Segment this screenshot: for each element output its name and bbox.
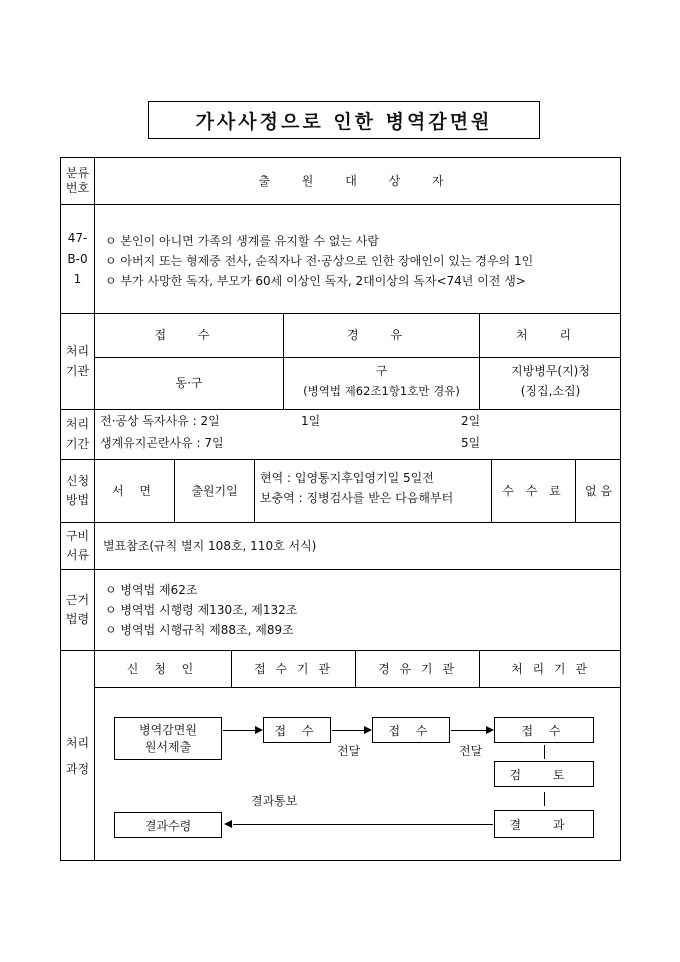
law-item: ㅇ 병역법 시행규칙 제88조, 제89조	[105, 623, 294, 637]
result-box: 결 과	[494, 810, 594, 838]
agency-via-value: 구	[375, 363, 388, 378]
law-item: ㅇ 병역법 제62조	[105, 583, 198, 597]
agency-process-value: 지방병무(지)청	[511, 363, 590, 378]
code-label: 분류 번호	[65, 166, 90, 195]
form-table	[60, 157, 621, 861]
agency-process-header: 처 리	[516, 328, 585, 342]
page-title: 가사사정으로 인한 병역감면원	[148, 101, 540, 139]
agency-via-note: (병역법 제62조1항1호만 경유)	[303, 383, 460, 398]
process-header-handler: 처 리 기 관	[511, 661, 590, 676]
row-divider	[61, 569, 621, 570]
process-label: 처리 과정	[65, 735, 90, 776]
method-date-active: 현역 : 입영통지후입영기일 5일전	[260, 471, 434, 485]
process-header-via: 경 유 기 관	[378, 661, 457, 676]
flow-arrow-head-icon	[486, 726, 494, 734]
receive-box-1: 접 수	[263, 717, 331, 743]
review-box: 검 토	[494, 761, 594, 787]
fee-label: 수 수 료	[502, 483, 565, 498]
result-receipt-box: 결과수령	[114, 812, 222, 838]
flow-arrow-head-icon	[255, 726, 263, 734]
documents-label: 구비 서류	[65, 528, 90, 562]
flow-arrow-head-icon	[224, 820, 232, 828]
target-item: ㅇ 본인이 아니면 가족의 생계를 유지할 수 없는 사람	[105, 234, 379, 248]
law-item: ㅇ 병역법 시행령 제130조, 제132조	[105, 603, 298, 617]
period-row1-label: 전·공상 독자사유 : 2일	[100, 414, 220, 428]
flow-arrow-line	[233, 824, 493, 825]
row-divider	[94, 687, 621, 688]
period-row2-right: 5일	[461, 436, 481, 450]
target-label: 출 원 대 상 자	[258, 173, 458, 188]
period-row2-label: 생계유지곤란사유 : 7일	[100, 436, 224, 450]
period-label: 처리 기간	[65, 417, 90, 451]
flow-connector	[544, 745, 545, 759]
target-code: 47- B-0 1	[67, 231, 88, 287]
period-row1-mid: 1일	[301, 414, 321, 428]
receive-box-2: 접 수	[372, 717, 450, 743]
method-label: 신청 방법	[65, 473, 90, 507]
agency-process-note: (징집,소집)	[520, 383, 581, 398]
process-header-receive: 접 수 기 관	[254, 661, 333, 676]
process-header-applicant: 신 청 인	[126, 661, 200, 676]
flow-arrow-line	[223, 730, 255, 731]
agency-receive-value: 동·구	[175, 376, 203, 390]
method-date-reserve: 보충역 : 징병검사를 받은 다음해부터	[260, 491, 454, 505]
fee-value: 없 음	[585, 483, 612, 498]
transfer-label-2: 전달	[459, 744, 483, 758]
row-divider	[61, 204, 621, 205]
method-form: 서 면	[112, 483, 157, 498]
apply-box: 병역감면원 원서제출	[114, 717, 222, 760]
flow-connector	[544, 792, 545, 806]
transfer-label-1: 전달	[337, 744, 361, 758]
law-label: 근거 법령	[65, 592, 90, 626]
flow-arrow-line	[332, 730, 364, 731]
receive-box-3: 접 수	[494, 717, 594, 743]
documents-value: 별표참조(규칙 별지 108호, 110호 서식)	[103, 539, 317, 553]
col-divider	[254, 459, 255, 522]
agency-label: 처리 기관	[65, 344, 90, 378]
target-item: ㅇ 부가 사망한 독자, 부모가 60세 이상인 독자, 2대이상의 독자<74년 이전 생>	[105, 274, 526, 288]
agency-receive-header: 접 수	[154, 328, 224, 342]
flow-arrow-line	[451, 730, 486, 731]
flow-arrow-head-icon	[364, 726, 372, 734]
target-item: ㅇ 아버지 또는 형제중 전사, 순직자나 전·공상으로 인한 장애인이 있는 경우의 1인	[105, 254, 534, 268]
period-row1-right: 2일	[461, 414, 481, 428]
notify-label: 결과통보	[251, 794, 298, 808]
row-divider	[61, 522, 621, 523]
row-divider	[61, 409, 621, 410]
method-date-label: 출원기일	[191, 483, 238, 498]
agency-via-header: 경 유	[347, 328, 416, 342]
